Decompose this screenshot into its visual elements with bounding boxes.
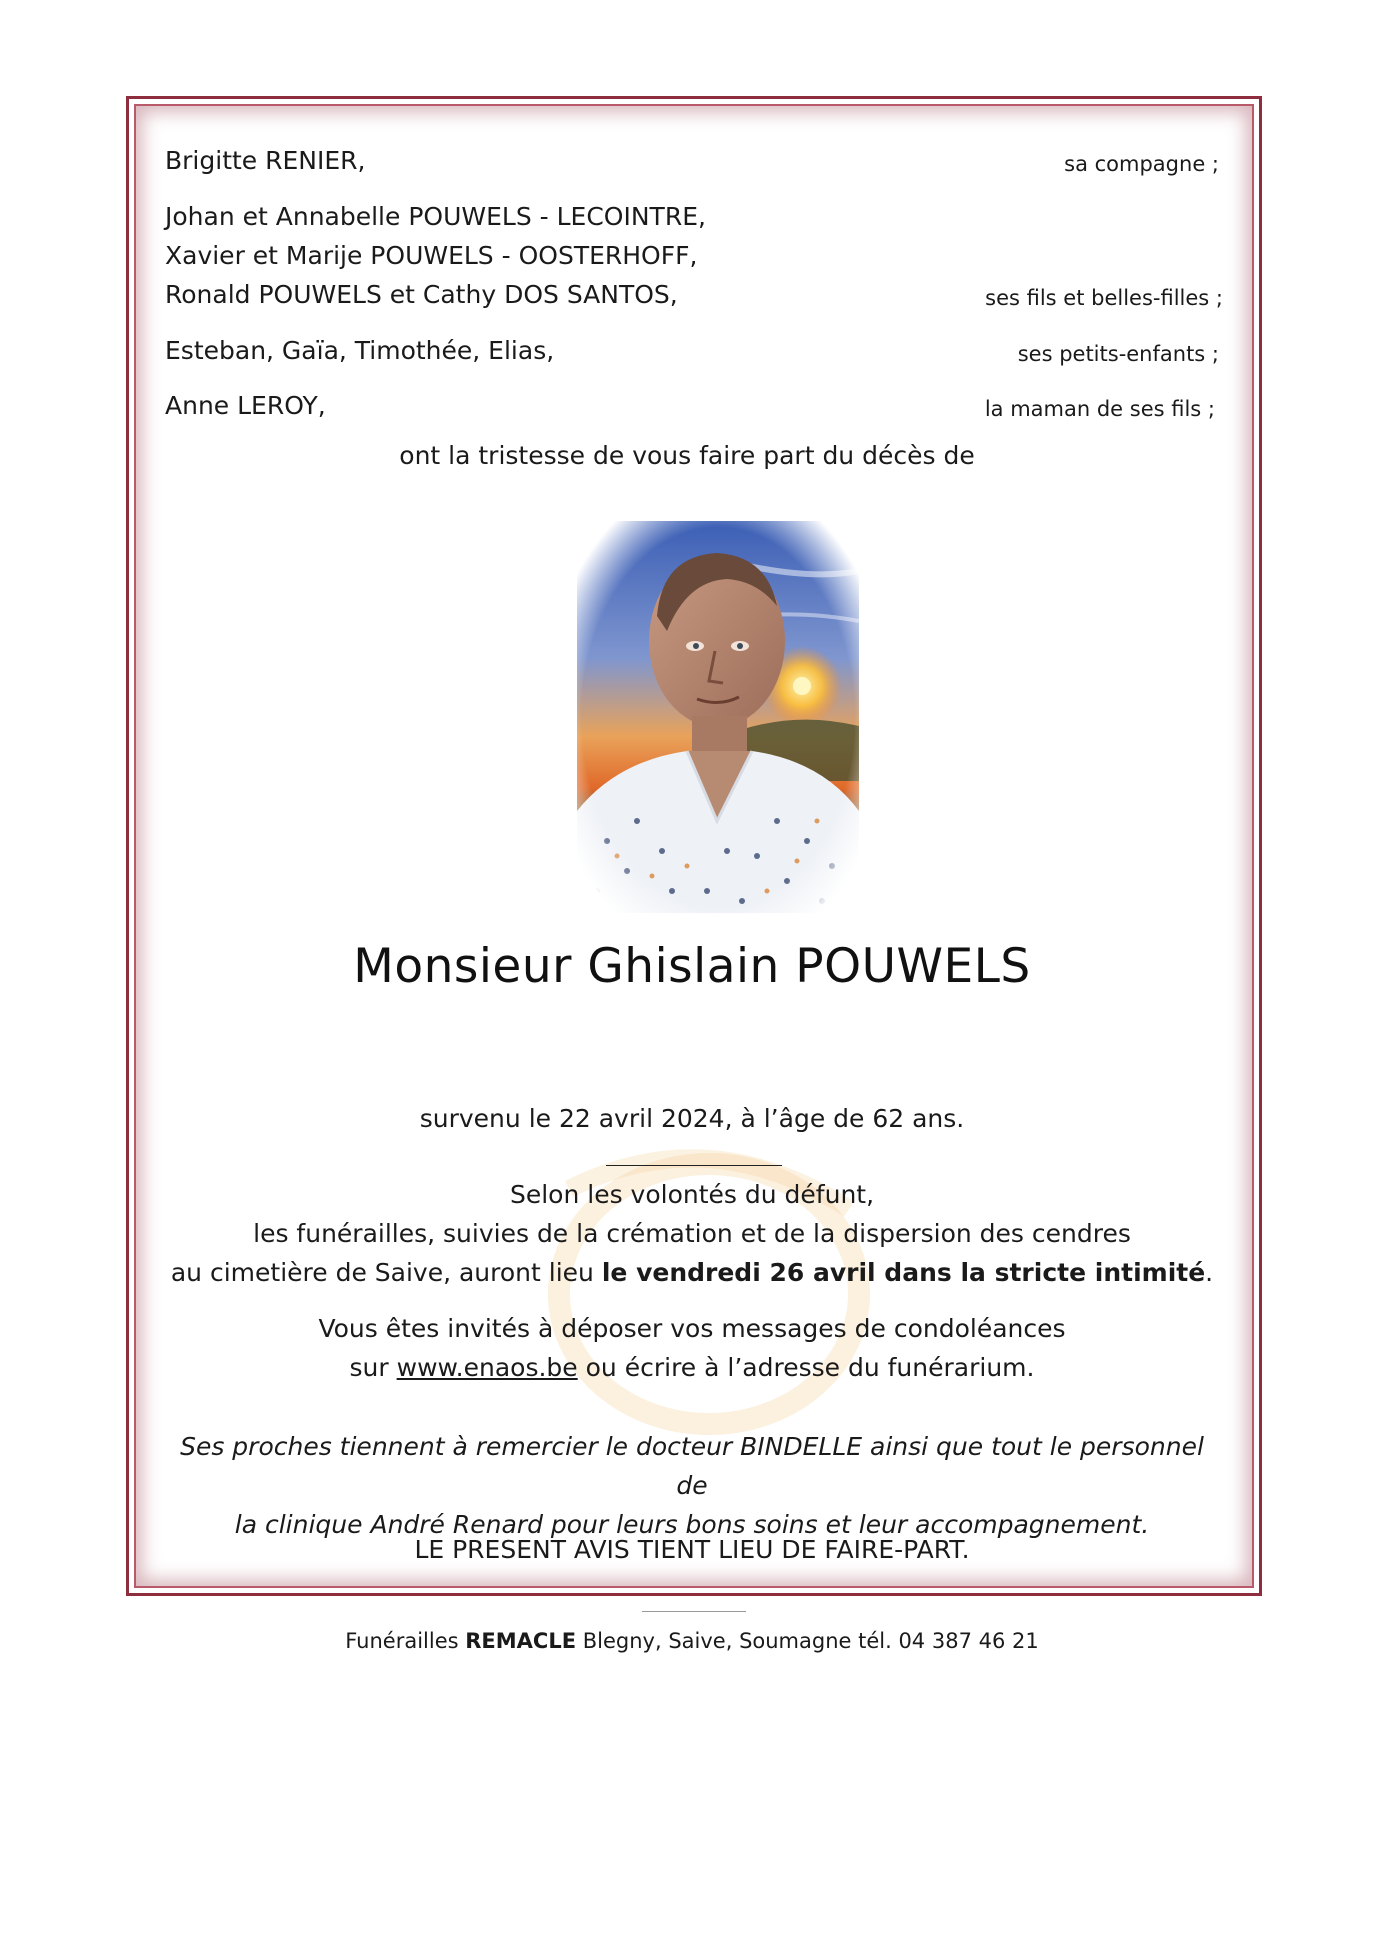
footer-separator [642,1611,746,1612]
family-name: Brigitte RENIER, [165,146,366,175]
separator-line [606,1165,782,1166]
relation-label: ses fils et belles-filles ; [985,286,1223,310]
intro-text: ont la tristesse de vous faire part du décès de [399,441,975,470]
family-name: Johan et Annabelle POUWELS - LECOINTRE, [165,202,706,231]
condolences-details [165,1309,1219,1387]
funeral-line: au cimetière de Saive, auront lieu le vendredi 26 avril dans la stricte intimité. [170,1258,1214,1287]
family-name: Xavier et Marije POUWELS - OOSTERHOFF, [165,241,698,270]
thanks-line: la clinique André Renard pour leurs bons soins et leur accompagnement. [234,1510,1150,1539]
thanks-text [165,1427,1219,1544]
thanks-line: Ses proches tiennent à remercier le docteur BINDELLE ainsi que tout le personnel de [180,1432,1204,1500]
family-row-companion [165,141,1219,180]
funeral-company: REMACLE [465,1629,577,1653]
family-name: Ronald POUWELS et Cathy DOS SANTOS, [165,280,678,309]
portrait-photo [577,521,859,913]
notice-frame [126,96,1262,1653]
deceased-name: Monsieur Ghislain POUWELS [353,939,1031,994]
family-row-grandchildren [165,331,1219,370]
family-name: Anne LEROY, [165,391,326,420]
footer-text: Funérailles REMACLE Blegny, Saive, Soumagne tél. 04 387 46 21 [345,1629,1039,1653]
family-row-mother [165,386,1219,425]
relation-label: sa compagne ; [1064,152,1219,176]
relation-label: ses petits-enfants ; [1017,342,1219,366]
family-row-sons [165,197,1223,314]
funeral-line: Selon les volontés du défunt, [509,1180,875,1209]
death-info: survenu le 22 avril 2024, à l’âge de 62 ans. [419,1104,965,1133]
funeral-date: le vendredi 26 avril dans la stricte intimité [601,1258,1206,1287]
family-name: Esteban, Gaïa, Timothée, Elias, [165,336,555,365]
funeral-line: les funérailles, suivies de la crémation et de la dispersion des cendres [253,1219,1131,1248]
condolences-line: Vous êtes invités à déposer vos messages de condoléances [318,1314,1066,1343]
relation-label: la maman de ses fils ; [984,397,1215,421]
notice-text: LE PRESENT AVIS TIENT LIEU DE FAIRE-PART. [414,1535,970,1564]
condolences-line: sur www.enaos.be ou écrire à l’adresse du funérarium. [349,1353,1035,1382]
website-link[interactable]: www.enaos.be [396,1353,578,1382]
funeral-details [165,1175,1219,1292]
